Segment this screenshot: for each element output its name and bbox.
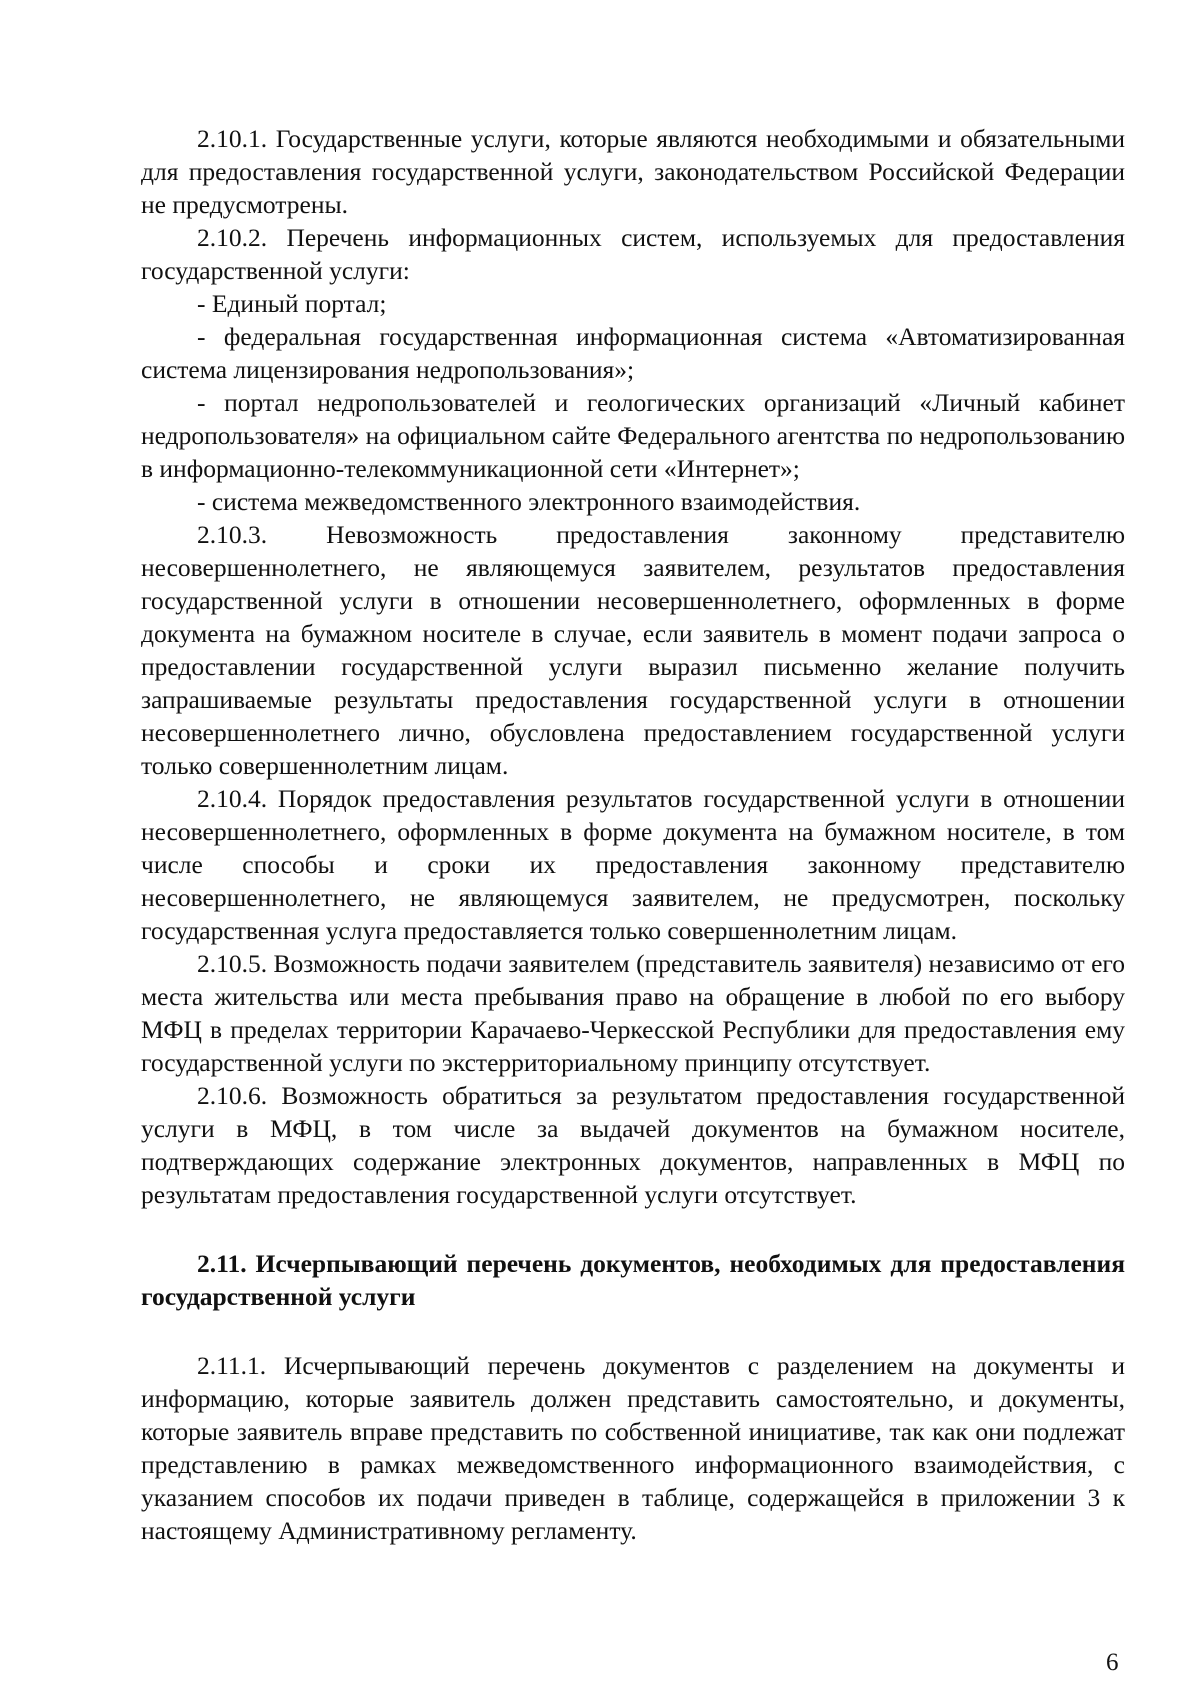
paragraph-2-10-6: 2.10.6. Возможность обратиться за результатом предоставления государственной услуги в МФЦ, в том числе за выдачей документов на бумажном носителе, подтверждающих содержание электронных документов, направленных в МФЦ по результатам предоставления государственной услуги отсутствует.	[141, 1081, 1125, 1209]
paragraph-2-11-1: 2.11.1. Исчерпывающий перечень документов с разделением на документы и информацию, которые заявитель должен представить самостоятельно, и документы, которые заявитель вправе представить по собственной инициативе, так как они подлежат представлению в рамках межведомственного информационного взаимодействия, с указанием способов их подачи приведен в таблице, содержащейся в приложении 3 к настоящему Административному регламенту.	[141, 1351, 1125, 1545]
paragraph-2-10-2: 2.10.2. Перечень информационных систем, используемых для предоставления государственной услуги:	[141, 223, 1125, 285]
list-item-licensing-system: - федеральная государственная информационная система «Автоматизированная система лицензирования недропользования»;	[141, 322, 1125, 384]
paragraph-2-10-4: 2.10.4. Порядок предоставления результатов государственной услуги в отношении несовершеннолетнего, оформленных в форме документа на бумажном носителе, в том числе способы и сроки их предоставления законному представителю несовершеннолетнего, не являющемуся заявителем, не предусмотрен, поскольку государственная услуга предоставляется только совершеннолетним лицам.	[141, 784, 1125, 945]
paragraph-2-10-5: 2.10.5. Возможность подачи заявителем (представитель заявителя) независимо от его места жительства или места пребывания право на обращение в любой по его выбору МФЦ в пределах территории Карачаево-Черкесской Республики для предоставления ему государственной услуги по экстерриториальному принципу отсутствует.	[141, 949, 1125, 1077]
list-item-subsoil-users-portal: - портал недропользователей и геологических организаций «Личный кабинет недропользователя» на официальном сайте Федерального агентства по недропользованию в информационно-телекоммуникационной сети «Интернет»;	[141, 388, 1125, 483]
paragraph-2-10-1: 2.10.1. Государственные услуги, которые являются необходимыми и обязательными для предоставления государственной услуги, законодательством Российской Федерации не предусмотрены.	[141, 124, 1125, 219]
section-heading-2-11: 2.11. Исчерпывающий перечень документов, необходимых для предоставления государственной услуги	[141, 1249, 1125, 1311]
list-item-unified-portal: - Единый портал;	[197, 289, 387, 318]
page-content	[141, 122, 1125, 1547]
page-number: 6	[1106, 1649, 1119, 1676]
list-item-interagency-system: - система межведомственного электронного взаимодействия.	[197, 487, 861, 516]
paragraph-2-10-3: 2.10.3. Невозможность предоставления законному представителю несовершеннолетнего, не являющемуся заявителем, результатов предоставления государственной услуги в отношении несовершеннолетнего, оформленных в форме документа на бумажном носителе в случае, если заявитель в момент подачи запроса о предоставлении государственной услуги выразил письменно желание получить запрашиваемые результаты предоставления государственной услуги в отношении несовершеннолетнего лично, обусловлена предоставлением государственной услуги только совершеннолетним лицам.	[141, 520, 1125, 780]
